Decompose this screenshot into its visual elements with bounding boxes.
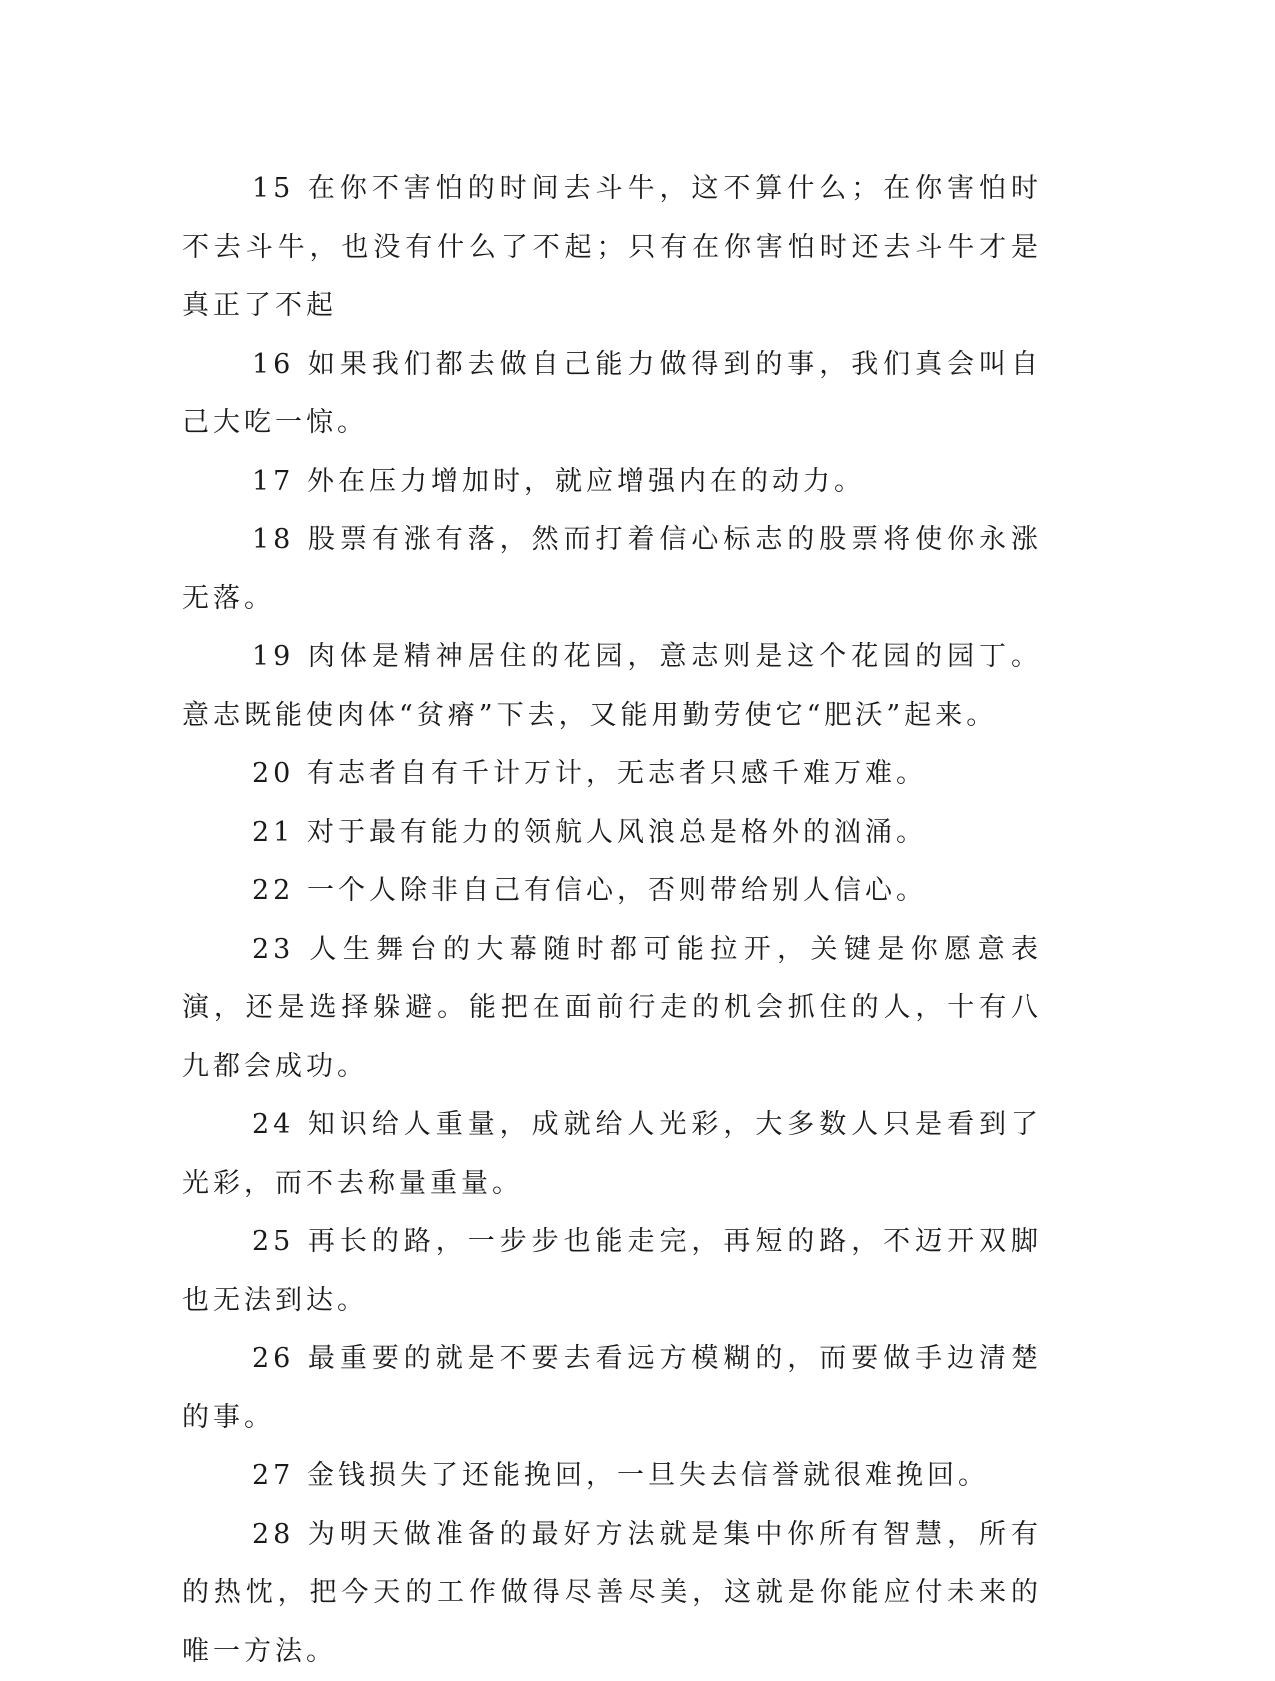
document-body [182,160,1042,1681]
quote-paragraph-21: 21 对于最有能力的领航人风浪总是格外的汹涌。 [182,804,1042,863]
quote-paragraph-20: 20 有志者自有千计万计，无志者只感千难万难。 [182,745,1042,804]
quote-paragraph-24: 24 知识给人重量，成就给人光彩，大多数人只是看到了光彩，而不去称量重量。 [182,1096,1042,1213]
quote-paragraph-17: 17 外在压力增加时，就应增强内在的动力。 [182,453,1042,512]
quote-paragraph-16: 16 如果我们都去做自己能力做得到的事，我们真会叫自己大吃一惊。 [182,336,1042,453]
quote-paragraph-25: 25 再长的路，一步步也能走完，再短的路，不迈开双脚也无法到达。 [182,1213,1042,1330]
quote-paragraph-28: 28 为明天做准备的最好方法就是集中你所有智慧，所有的热忱，把今天的工作做得尽善尽美，这就是你能应付未来的唯一方法。 [182,1506,1042,1681]
quote-paragraph-26: 26 最重要的就是不要去看远方模糊的，而要做手边清楚的事。 [182,1330,1042,1447]
quote-paragraph-22: 22 一个人除非自己有信心，否则带给别人信心。 [182,862,1042,921]
quote-paragraph-23: 23 人生舞台的大幕随时都可能拉开，关键是你愿意表演，还是选择躲避。能把在面前行走的机会抓住的人，十有八九都会成功。 [182,921,1042,1097]
quote-paragraph-19: 19 肉体是精神居住的花园，意志则是这个花园的园丁。意志既能使肉体“贫瘠”下去，又能用勤劳使它“肥沃”起来。 [182,628,1042,745]
quote-paragraph-15: 15 在你不害怕的时间去斗牛，这不算什么；在你害怕时不去斗牛，也没有什么了不起；只有在你害怕时还去斗牛才是真正了不起 [182,160,1042,336]
quote-paragraph-27: 27 金钱损失了还能挽回，一旦失去信誉就很难挽回。 [182,1447,1042,1506]
quote-paragraph-18: 18 股票有涨有落，然而打着信心标志的股票将使你永涨无落。 [182,511,1042,628]
